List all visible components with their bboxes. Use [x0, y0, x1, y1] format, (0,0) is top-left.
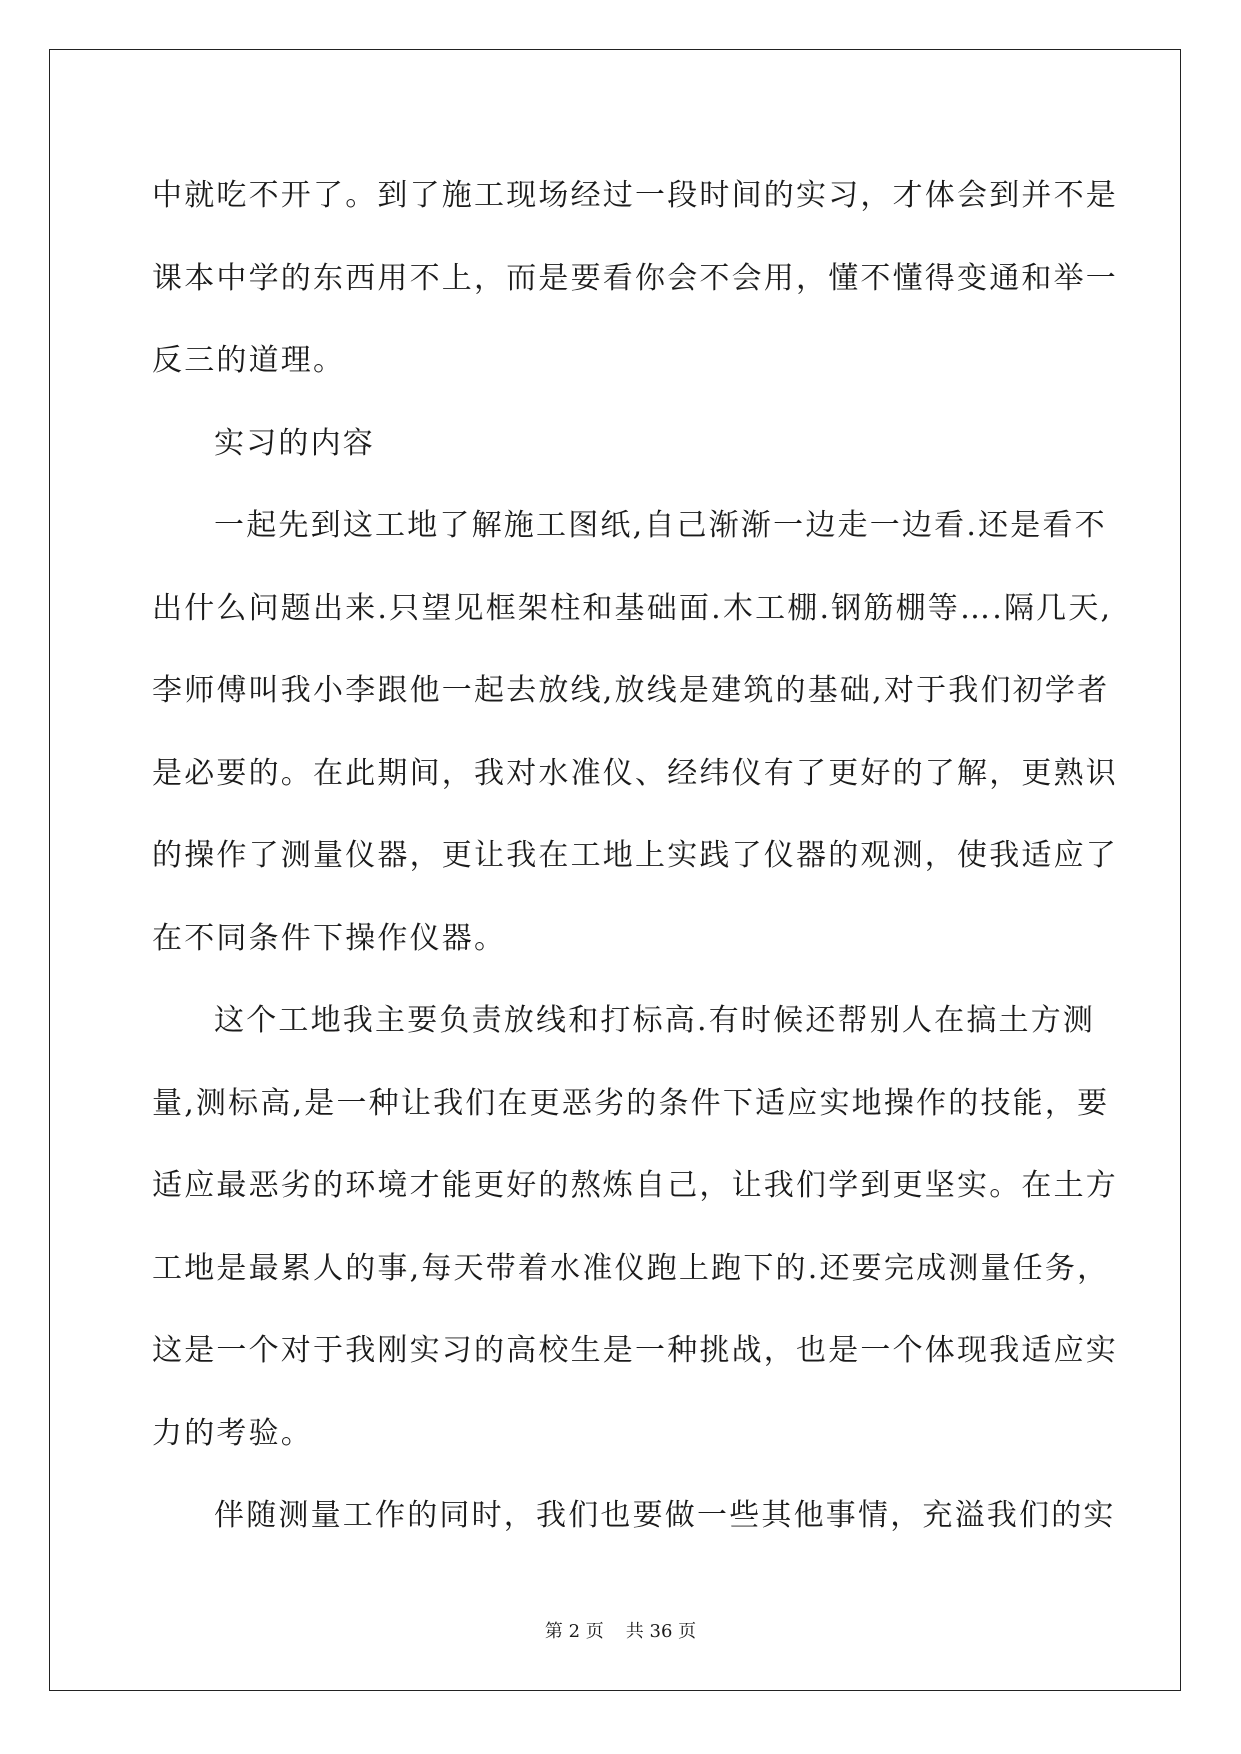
text-line: 伴随测量工作的同时，我们也要做一些其他事情，充溢我们的实	[214, 1498, 1116, 1533]
text-line: 李师傅叫我小李跟他一起去放线,放线是建筑的基础,对于我们初学者	[152, 673, 1110, 708]
document-body	[152, 155, 1118, 1558]
text-line: 反三的道理。	[152, 343, 346, 378]
text-line: 一起先到这工地了解施工图纸,自己渐渐一边走一边看.还是看不	[214, 508, 1107, 543]
text-line: 是必要的。在此期间，我对水准仪、经纬仪有了更好的了解，更熟识	[152, 755, 1118, 791]
text-line: 课本中学的东西用不上，而是要看你会不会用，懂不懂得变通和举一	[152, 260, 1118, 296]
text-line: 中就吃不开了。到了施工现场经过一段时间的实习，才体会到并不是	[152, 178, 1118, 213]
text-line: 量,测标高,是一种让我们在更恶劣的条件下适应实地操作的技能，要	[152, 1085, 1110, 1121]
text-line: 工地是最累人的事,每天带着水准仪跑上跑下的.还要完成测量任务，	[152, 1250, 1110, 1286]
text-line: 在不同条件下操作仪器。	[152, 920, 507, 956]
page-number: 第 2 页	[544, 1621, 604, 1642]
page-total: 共 36 页	[625, 1621, 697, 1642]
text-line: 出什么问题出来.只望见框架柱和基础面.木工棚.钢筋棚等….隔几天,	[152, 590, 1113, 626]
text-line: 的操作了测量仪器，更让我在工地上实践了仪器的观测，使我适应了	[152, 838, 1118, 873]
text-line: 力的考验。	[152, 1415, 313, 1451]
text-line: 适应最恶劣的环境才能更好的熬炼自己，让我们学到更坚实。在土方	[152, 1168, 1118, 1203]
page-footer	[0, 1617, 1241, 1643]
text-line: 这个工地我主要负责放线和打标高.有时候还帮别人在搞土方测	[214, 1003, 1096, 1038]
text-line: 这是一个对于我刚实习的高校生是一种挑战，也是一个体现我适应实	[152, 1333, 1118, 1368]
text-line: 实习的内容	[214, 425, 375, 461]
